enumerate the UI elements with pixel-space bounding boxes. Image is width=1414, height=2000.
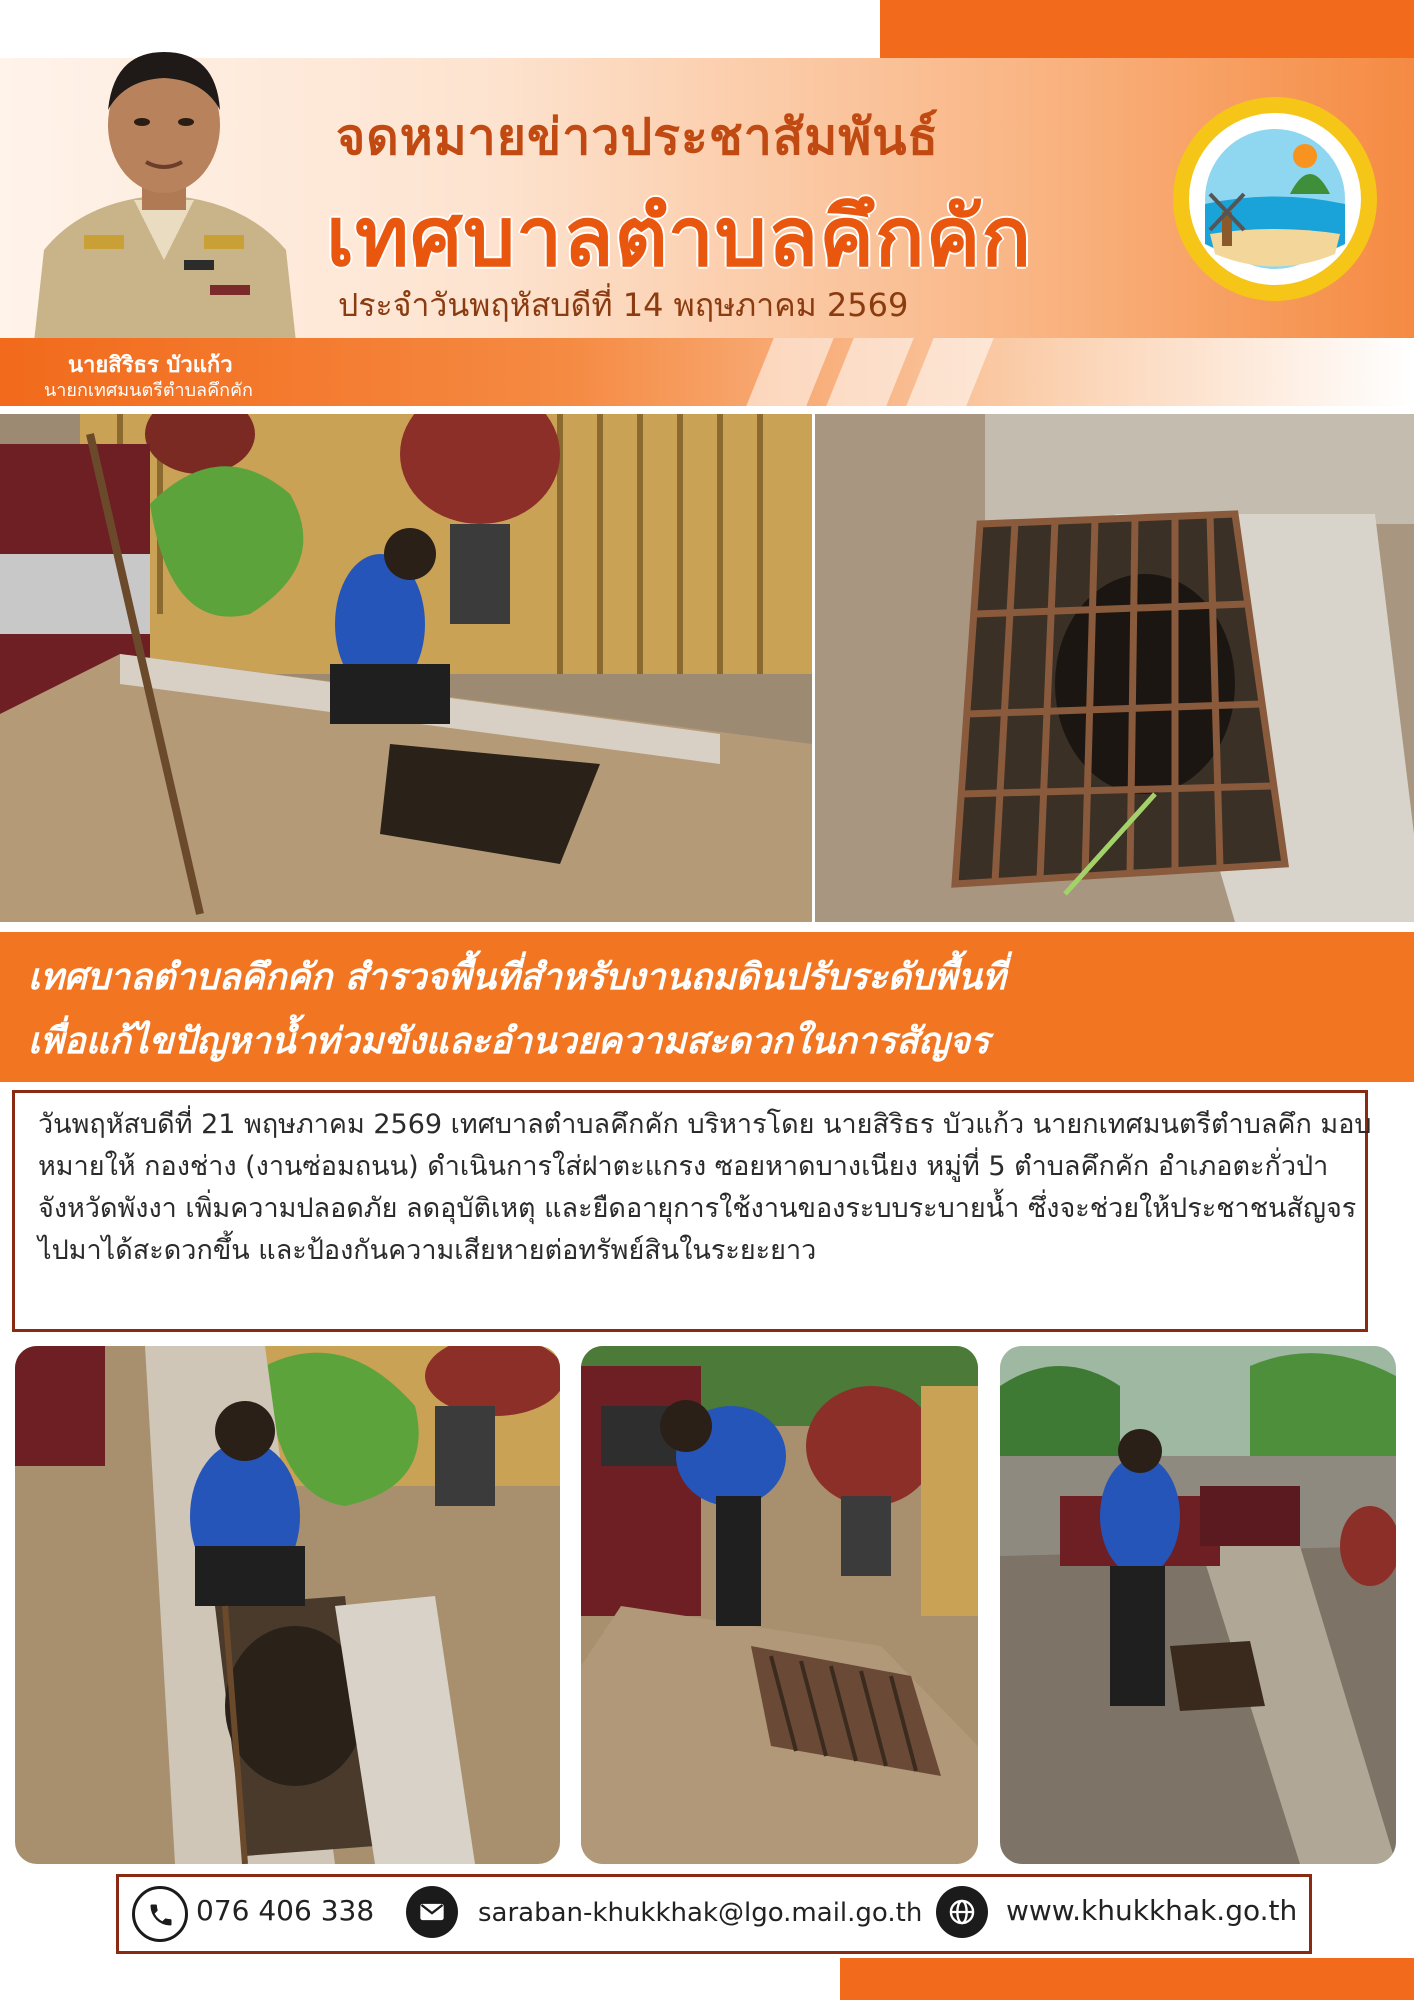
photo-drain-grate: [815, 414, 1414, 922]
pr-title: จดหมายข่าวประชาสัมพันธ์: [336, 108, 939, 166]
issue-date: ประจำวันพฤหัสบดีที่ 14 พฤษภาคม 2569: [338, 286, 909, 324]
top-accent-stripe: [880, 0, 1414, 58]
mayor-portrait: [24, 30, 304, 342]
email-address[interactable]: saraban-khukkhak@lgo.mail.go.th: [478, 1898, 923, 1928]
bottom-accent-stripe: [840, 1958, 1414, 2000]
municipality-logo: [1170, 94, 1380, 304]
mayor-name: นายสิริธร บัวแก้ว: [68, 353, 233, 378]
headline-line-2: เพื่อแก้ไขปัญหาน้ำท่วมขังและอำนวยความสะดวกในการสัญจร: [28, 1021, 990, 1062]
website-url[interactable]: www.khukkhak.go.th: [1006, 1894, 1298, 1927]
globe-icon: [936, 1886, 988, 1938]
org-title: เทศบาลตำบลคึกคัก: [326, 190, 1033, 285]
photo-worker-inspecting-drain: [0, 414, 812, 922]
photo-worker-near-truck: [581, 1346, 978, 1864]
photo-worker-on-street: [1000, 1346, 1396, 1864]
phone-icon: [132, 1886, 188, 1942]
email-icon: [406, 1886, 458, 1938]
mayor-title: นายกเทศมนตรีตำบลคึกคัก: [44, 380, 253, 401]
headline-line-1: เทศบาลตำบลคึกคัก สำรวจพื้นที่สำหรับงานถมดินปรับระดับพื้นที่: [28, 957, 1006, 998]
article-body-text: วันพฤหัสบดีที่ 21 พฤษภาคม 2569 เทศบาลตำบลคึกคัก บริหารโดย นายสิริธร บัวแก้ว นายกเทศมนตรีตำบลคึก มอบหมายให้ กองช่าง (งานซ่อมถนน) ดำเนินการใส่ฝาตะแกรง ซอยหาดบางเนียง หมู่ที่ 5 ตำบลคึกคัก อำเภอตะกั่วป่า จังหวัดพังงา เพิ่มความปลอดภัย ลดอุบัติเหตุ และยืดอายุการใช้งานของระบบระบายน้ำ ซึ่งจะช่วยให้ประชาชนสัญจรไปมาได้สะดวกขึ้น และป้องกันความเสียหายต่อทรัพย์สินในระยะยาว: [38, 1109, 1372, 1266]
phone-number[interactable]: 076 406 338: [196, 1894, 375, 1927]
photo-worker-at-manhole: [15, 1346, 560, 1864]
